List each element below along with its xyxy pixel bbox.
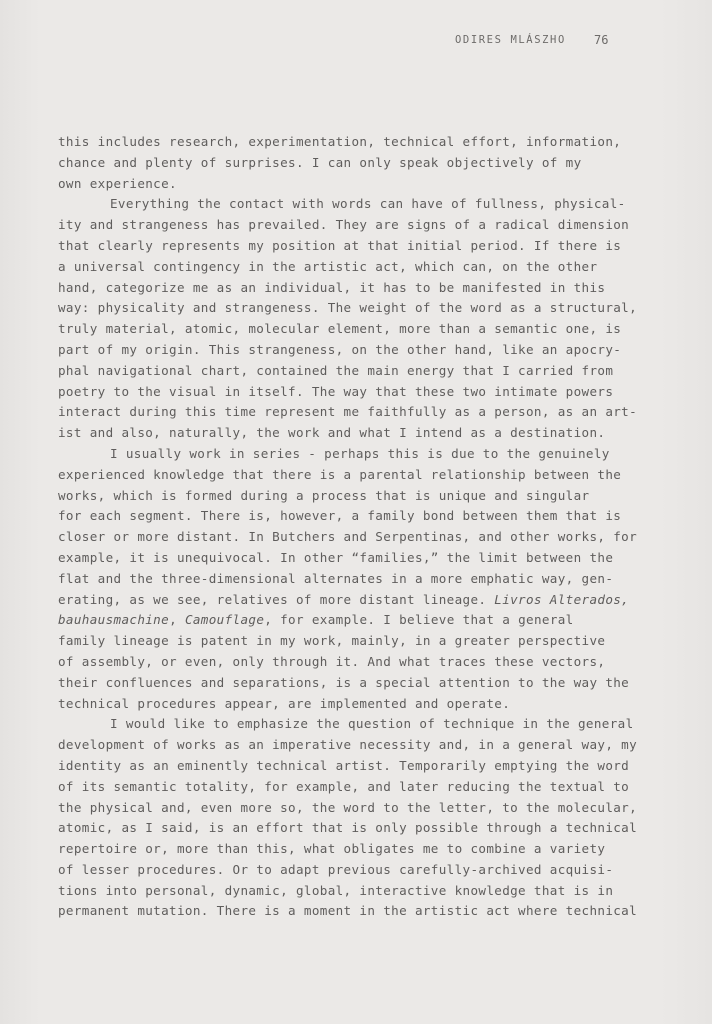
- italic-title-camouflage: Camouflage: [184, 612, 265, 628]
- text-line: atomic, as I said, is an effort that is only possible through a technical: [58, 820, 638, 836]
- text-line: hand, categorize me as an individual, it has to be manifested in this: [58, 279, 606, 295]
- running-head: ODIRES MLÁSZHO: [455, 34, 566, 46]
- text-line: technical procedures appear, are implemented and operate.: [58, 695, 511, 711]
- text-line: phal navigational chart, contained the main energy that I carried from: [58, 362, 614, 378]
- text-line: identity as an eminently technical artist. Temporarily emptying the word: [58, 757, 630, 773]
- paragraph-first-line: I usually work in series - perhaps this is due to the genuinely: [110, 445, 610, 461]
- paragraph-first-line: Everything the contact with words can have of fullness, physical-: [110, 196, 626, 212]
- text-line: family lineage is patent in my work, mainly, in a greater perspective: [58, 633, 606, 649]
- text-line: a universal contingency in the artistic act, which can, on the other: [58, 258, 598, 274]
- text-line: truly material, atomic, molecular element, more than a semantic one, is: [58, 321, 622, 337]
- text-line: their confluences and separations, is a special attention to the way the: [58, 674, 630, 690]
- text-line: of lesser procedures. Or to adapt previous carefully-archived acquisi-: [58, 861, 614, 877]
- text-line: that clearly represents my position at that initial period. If there is: [58, 237, 622, 253]
- paragraph-first-line: I would like to emphasize the question of technique in the general: [110, 716, 634, 732]
- text-line: chance and plenty of surprises. I can only speak objectively of my: [58, 154, 582, 170]
- text-run: ,: [169, 612, 185, 628]
- text-line: way: physicality and strangeness. The weight of the word as a structural,: [58, 300, 638, 316]
- italic-title-livros-alterados: Livros Alterados,: [494, 591, 630, 607]
- text-line: example, it is unequivocal. In other “families,” the limit between the: [58, 549, 614, 565]
- text-line: development of works as an imperative necessity and, in a general way, my: [58, 737, 638, 753]
- text-line: repertoire or, more than this, what obligates me to combine a variety: [58, 841, 606, 857]
- text-line: for each segment. There is, however, a family bond between them that is: [58, 508, 622, 524]
- text-line: own experience.: [58, 175, 177, 191]
- text-line: ist and also, naturally, the work and what I intend as a destination.: [58, 425, 606, 441]
- text-line: this includes research, experimentation, technical effort, information,: [58, 134, 622, 149]
- text-run: erating, as we see, relatives of more distant lineage.: [58, 591, 495, 607]
- text-line: the physical and, even more so, the word to the letter, to the molecular,: [58, 799, 638, 815]
- text-line: flat and the three-dimensional alternates in a more emphatic way, gen-: [58, 570, 614, 586]
- text-line: tions into personal, dynamic, global, interactive knowledge that is in: [58, 882, 614, 898]
- text-line: part of my origin. This strangeness, on the other hand, like an apocry-: [58, 341, 622, 357]
- text-line: experienced knowledge that there is a parental relationship between the: [58, 466, 622, 482]
- text-line-mixed-2: [58, 610, 618, 631]
- text-block-before: [58, 132, 638, 590]
- text-line: works, which is formed during a process that is unique and singular: [58, 487, 590, 503]
- text-line: poetry to the visual in itself. The way that these two intimate powers: [58, 383, 614, 399]
- text-line: of assembly, or even, only through it. And what traces these vectors,: [58, 653, 606, 669]
- text-line: closer or more distant. In Butchers and Serpentinas, and other works, for: [58, 529, 638, 545]
- text-line: permanent mutation. There is a moment in the artistic act where technical: [58, 903, 638, 919]
- text-line: of its semantic totality, for example, and later reducing the textual to: [58, 778, 630, 794]
- text-block-after: [58, 631, 638, 922]
- page-number: 76: [594, 33, 609, 47]
- body-text: [58, 132, 638, 922]
- text-line-mixed-1: [58, 590, 630, 611]
- text-run: , for example. I believe that a general: [264, 612, 574, 628]
- text-line: ity and strangeness has prevailed. They are signs of a radical dimension: [58, 217, 630, 233]
- italic-title-bauhausmachine: bauhausmachine: [58, 612, 170, 628]
- text-line: interact during this time represent me faithfully as a person, as an art-: [58, 404, 638, 420]
